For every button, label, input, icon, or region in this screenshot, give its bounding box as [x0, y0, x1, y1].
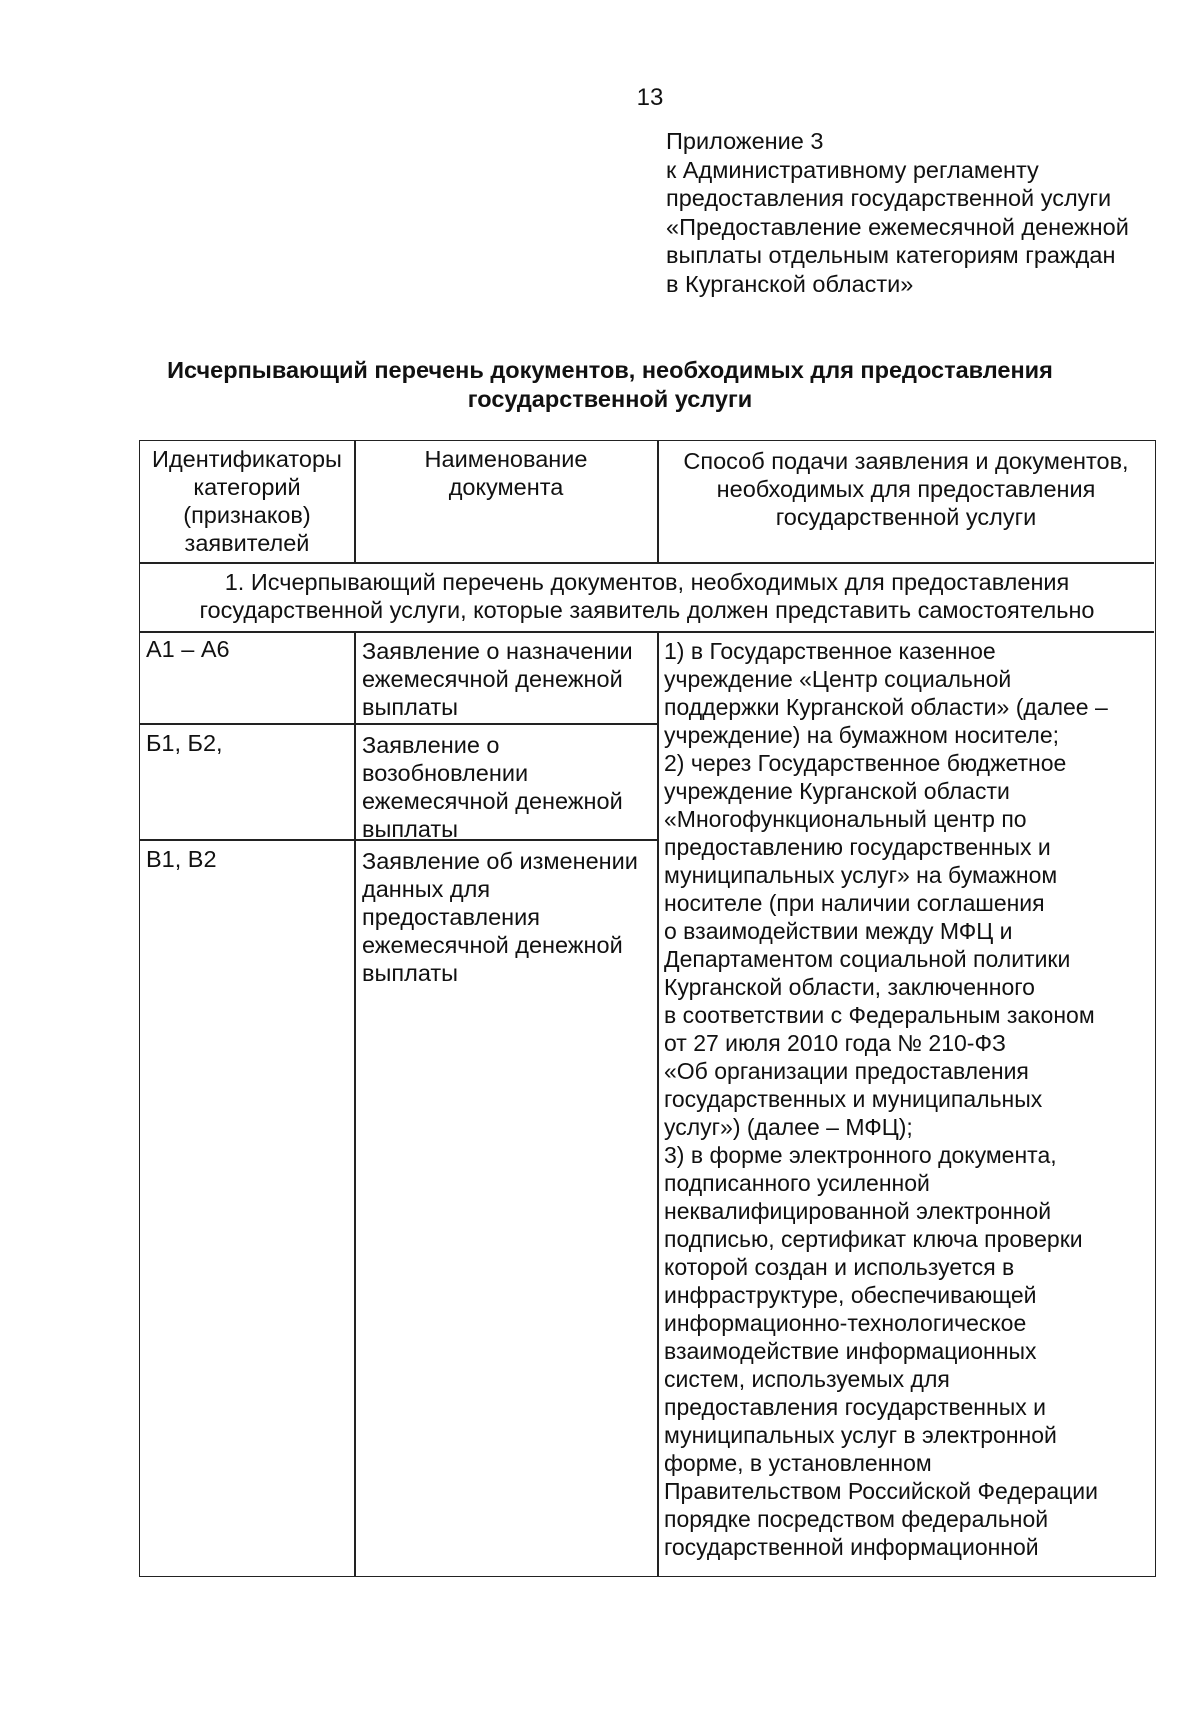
- method-line: которой создан и используется в: [664, 1254, 1015, 1280]
- method-line: подписанного усиленной: [664, 1170, 930, 1196]
- method-line: подписью, сертификат ключа проверки: [664, 1226, 1083, 1252]
- row-identifier: Б1, Б2,: [146, 730, 223, 756]
- table-rule: [140, 631, 1154, 633]
- table-rule: [140, 723, 659, 725]
- method-line: государственной информационной: [664, 1534, 1039, 1560]
- appendix-line: «Предоставление ежемесячной денежной: [666, 213, 1129, 240]
- appendix-line: Приложение 3: [666, 128, 824, 154]
- method-line: учреждение «Центр социальной: [664, 666, 1012, 692]
- method-line: форме, в установленном: [664, 1450, 932, 1476]
- method-line: о взаимодействии между МФЦ и: [664, 918, 1013, 944]
- method-line: муниципальных услуг» на бумажном: [664, 862, 1058, 888]
- method-line: систем, используемых для: [664, 1366, 950, 1392]
- table-rule: [657, 631, 659, 1576]
- method-line: информационно-технологическое: [664, 1310, 1027, 1336]
- method-line: учреждение Курганской области: [664, 778, 1010, 804]
- method-line: от 27 июля 2010 года № 210-ФЗ: [664, 1030, 1006, 1056]
- table-rule: [354, 631, 356, 1576]
- method-line: предоставлению государственных и: [664, 834, 1051, 860]
- document-heading: [140, 356, 1080, 414]
- method-line: порядке посредством федеральной: [664, 1506, 1049, 1532]
- method-line: в соответствии с Федеральным законом: [664, 1002, 1095, 1028]
- appendix-block: [666, 127, 1186, 299]
- method-line: предоставления государственных и: [664, 1394, 1046, 1420]
- header-submission-method: Способ подачи заявления и документов, необходимых для предоставления государственной услуги: [683, 448, 1129, 530]
- row-identifier: А1 – А6: [146, 636, 230, 662]
- method-line: 3) в форме электронного документа,: [664, 1142, 1057, 1168]
- appendix-line: в Курганской области»: [666, 270, 914, 297]
- method-line: Правительством Российской Федерации: [664, 1478, 1098, 1504]
- heading-line: Исчерпывающий перечень документов, необходимых для предоставления: [167, 357, 1053, 383]
- page-number: 13: [636, 84, 664, 111]
- method-line: взаимодействие информационных: [664, 1338, 1037, 1364]
- documents-table: [139, 440, 1156, 1577]
- heading-line: государственной услуги: [467, 386, 753, 412]
- submission-method-text: [664, 637, 1108, 1561]
- method-line: услуг») (далее – МФЦ);: [664, 1114, 913, 1140]
- method-line: учреждение) на бумажном носителе;: [664, 722, 1060, 748]
- method-line: муниципальных услуг в электронной: [664, 1422, 1057, 1448]
- method-line: неквалифицированной электронной: [664, 1198, 1052, 1224]
- header-identifiers: Идентификаторы категорий (признаков) заявителей: [152, 446, 342, 556]
- appendix-line: к Административному регламенту: [666, 156, 1039, 183]
- method-line: 2) через Государственное бюджетное: [664, 750, 1067, 776]
- method-line: Курганской области, заключенного: [664, 974, 1035, 1000]
- method-line: Департаментом социальной политики: [664, 946, 1071, 972]
- row-document: Заявление об изменении данных для предоставления ежемесячной денежной выплаты: [362, 848, 638, 986]
- row-document: Заявление о возобновлении ежемесячной денежной выплаты: [362, 732, 623, 842]
- method-line: инфраструктуре, обеспечивающей: [664, 1282, 1037, 1308]
- method-line: «Об организации предоставления: [664, 1058, 1029, 1084]
- method-line: поддержки Курганской области» (далее –: [664, 694, 1108, 720]
- method-line: 1) в Государственное казенное: [664, 638, 996, 664]
- method-line: государственных и муниципальных: [664, 1086, 1043, 1112]
- appendix-line: предоставления государственной услуги: [666, 185, 1112, 212]
- method-line: носителе (при наличии соглашения: [664, 890, 1045, 916]
- method-line: «Многофункциональный центр по: [664, 806, 1027, 832]
- table-rule: [140, 562, 1154, 564]
- row-identifier: В1, В2: [146, 846, 217, 872]
- row-document: Заявление о назначении ежемесячной денежной выплаты: [362, 638, 633, 720]
- appendix-line: выплаты отдельным категориям граждан: [666, 242, 1116, 269]
- section-title: 1. Исчерпывающий перечень документов, необходимых для предоставления государственной услуги, которые заявитель должен представить самостоятельно: [199, 569, 1095, 623]
- header-document-name: Наименование документа: [424, 446, 588, 500]
